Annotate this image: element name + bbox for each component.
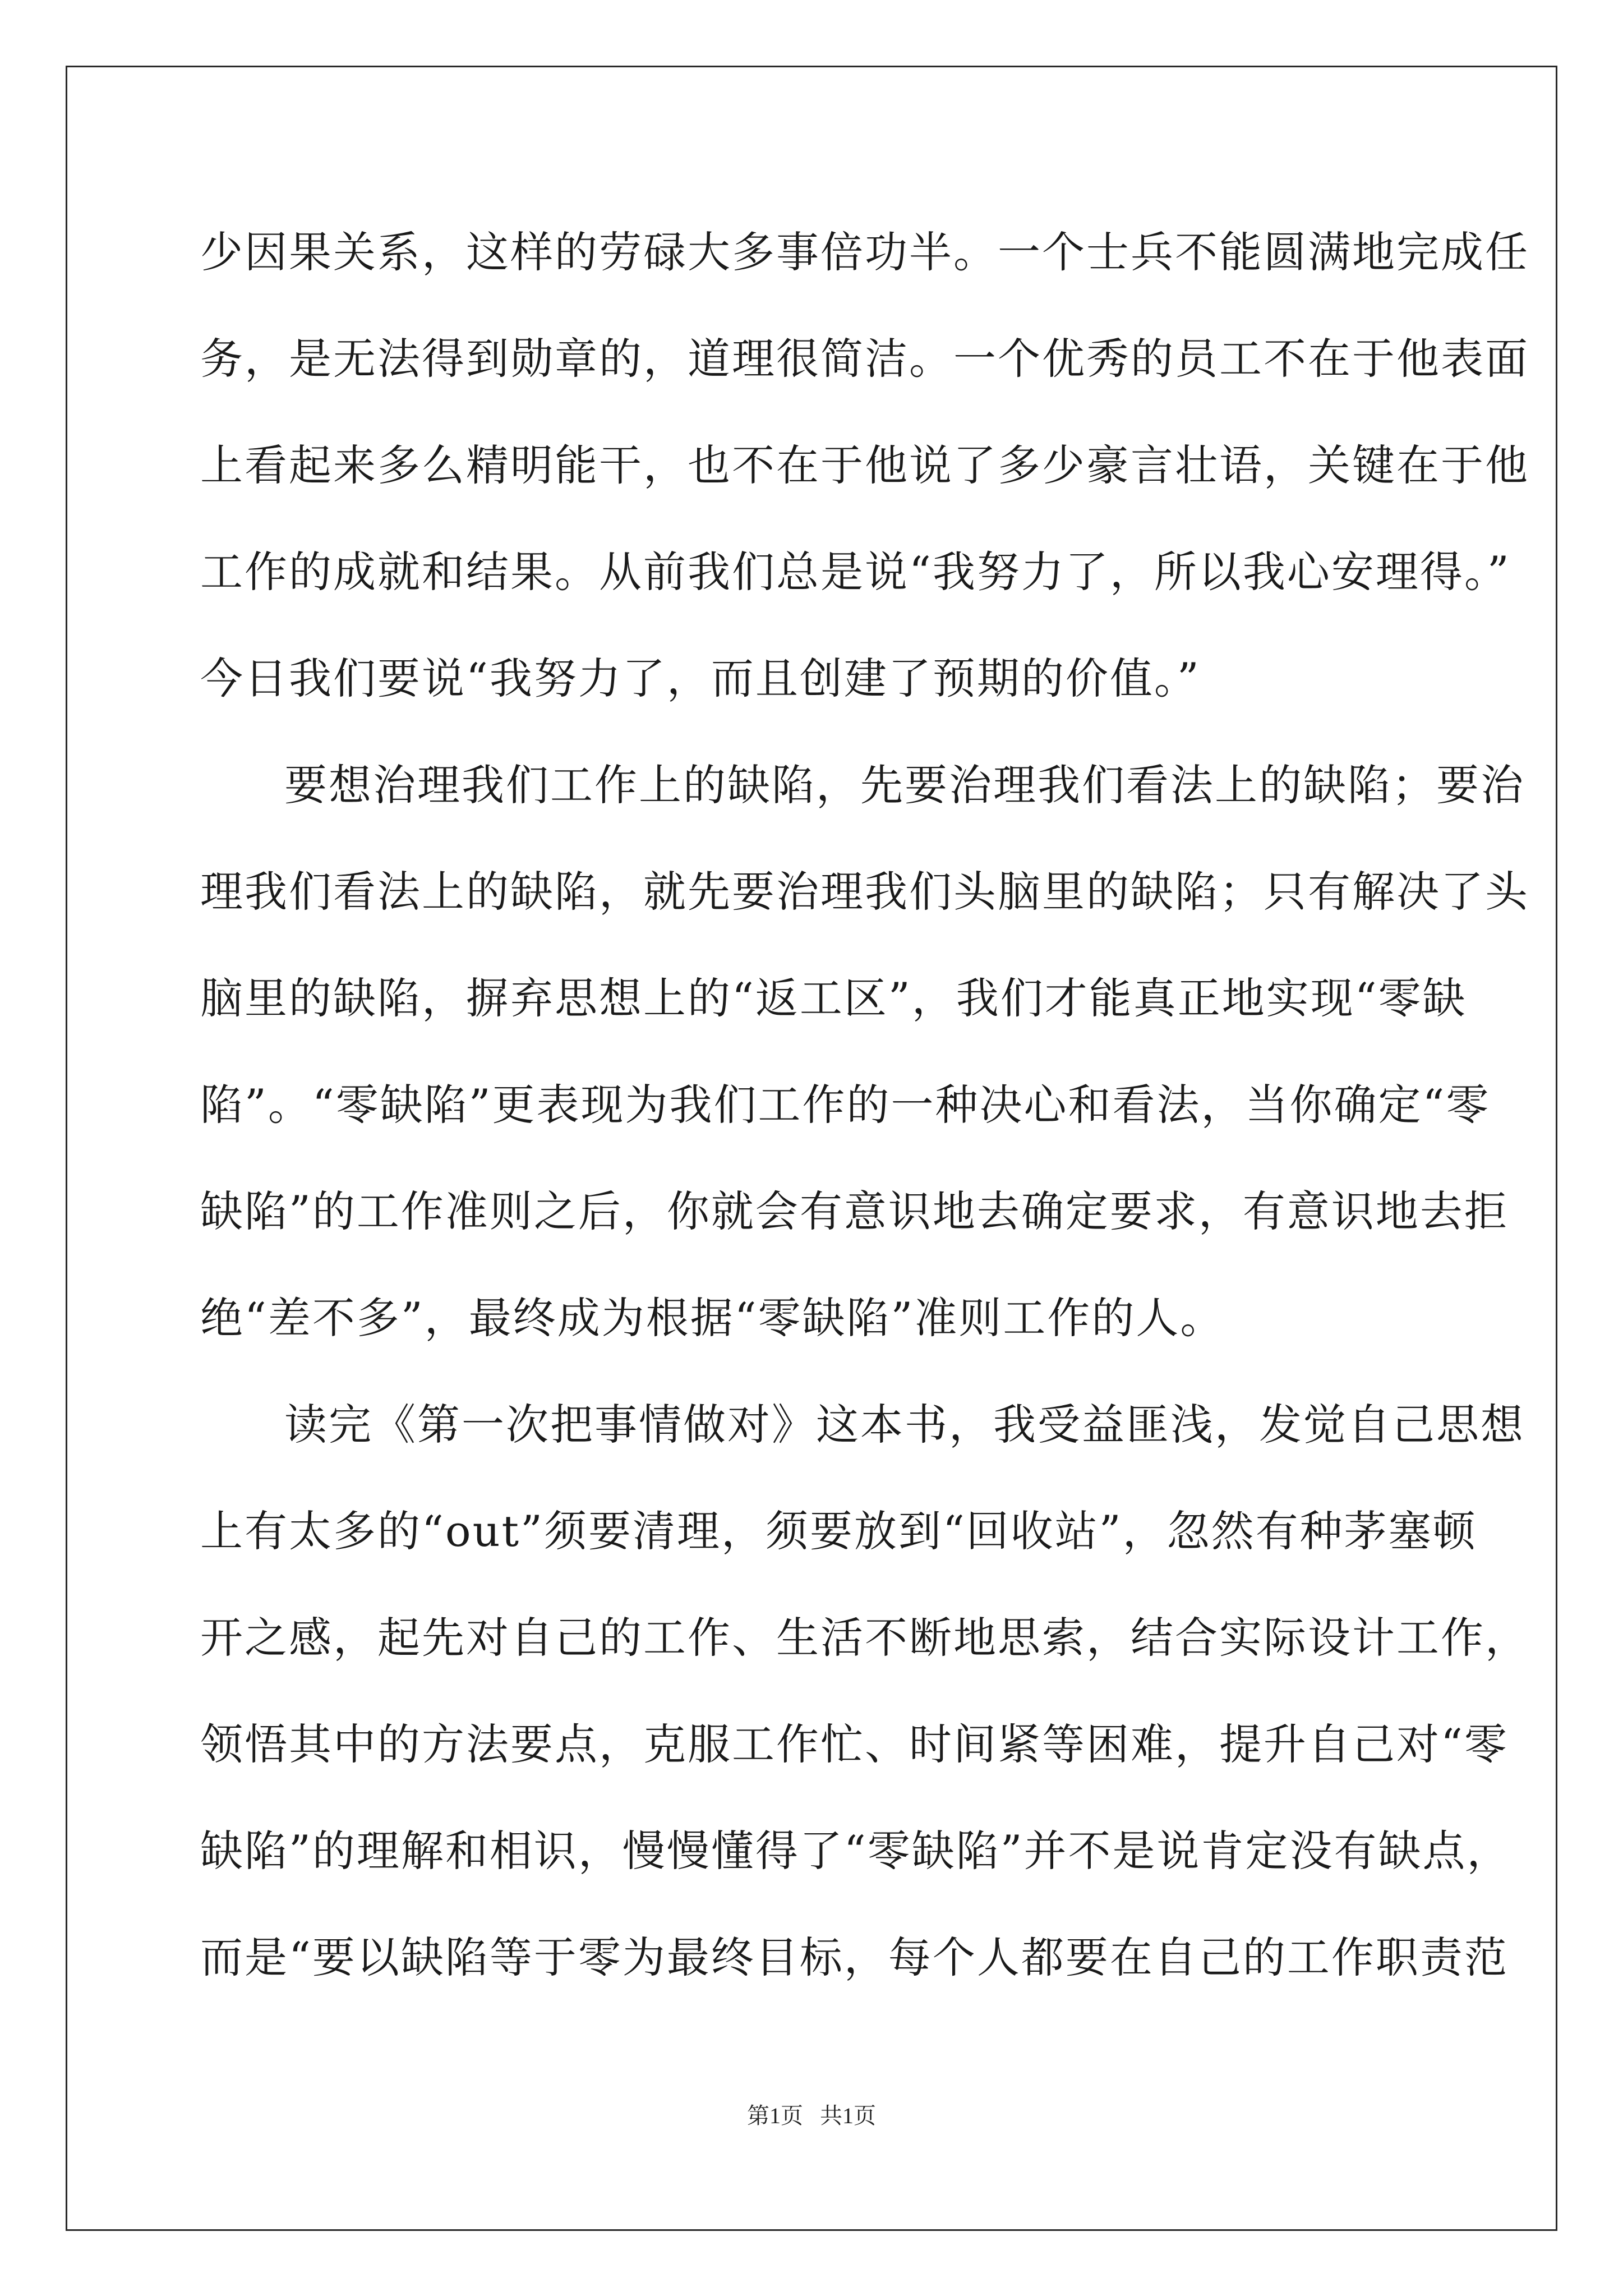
- text-line: 缺陷”的理解和相识，慢慢懂得了“零缺陷”并不是说肯定没有缺点，: [200, 1826, 1511, 1876]
- text-line: 务，是无法得到勋章的，道理很简洁。一个优秀的员工不在于他表面: [200, 334, 1529, 384]
- text-line: 缺陷”的工作准则之后，你就会有意识地去确定要求，有意识地去拒: [200, 1186, 1509, 1236]
- paragraph-start-line: 读完《第一次把事情做对》这本书，我受益匪浅，发觉自己思想: [284, 1400, 1525, 1450]
- text-line: 理我们看法上的缺陷，就先要治理我们头脑里的缺陷；只有解决了头: [200, 867, 1529, 917]
- text-line: 陷”。“零缺陷”更表现为我们工作的一种决心和看法，当你确定“零: [200, 1080, 1491, 1130]
- paragraph-start-line: 要想治理我们工作上的缺陷，先要治理我们看法上的缺陷；要治: [284, 760, 1525, 810]
- document-body: [200, 219, 1529, 2031]
- text-line: 而是“要以缺陷等于零为最终目标，每个人都要在自己的工作职责范: [200, 1932, 1509, 1982]
- text-line: 上看起来多么精明能干，也不在于他说了多少豪言壮语，关键在于他: [200, 440, 1529, 490]
- text-line: 上有太多的“out”须要清理，须要放到“回收站”，忽然有种茅塞顿: [200, 1506, 1477, 1556]
- text-line: 少因果关系，这样的劳碌大多事倍功半。一个士兵不能圆满地完成任: [200, 227, 1529, 277]
- text-line: 脑里的缺陷，摒弃思想上的“返工区”，我们才能真正地实现“零缺: [200, 973, 1467, 1023]
- text-line: 工作的成就和结果。从前我们总是说“我努力了，所以我心安理得。”: [200, 547, 1511, 597]
- text-line: 今日我们要说“我努力了，而且创建了预期的价值。”: [200, 654, 1201, 703]
- text-line: 绝“差不多”，最终成为根据“零缺陷”准则工作的人。: [200, 1293, 1225, 1343]
- text-line: 领悟其中的方法要点，克服工作忙、时间紧等困难，提升自己对“零: [200, 1719, 1509, 1769]
- page-number-footer: 第1页 共1页: [747, 2103, 876, 2128]
- text-line: 开之感，起先对自己的工作、生活不断地思索，结合实际设计工作，: [200, 1613, 1529, 1663]
